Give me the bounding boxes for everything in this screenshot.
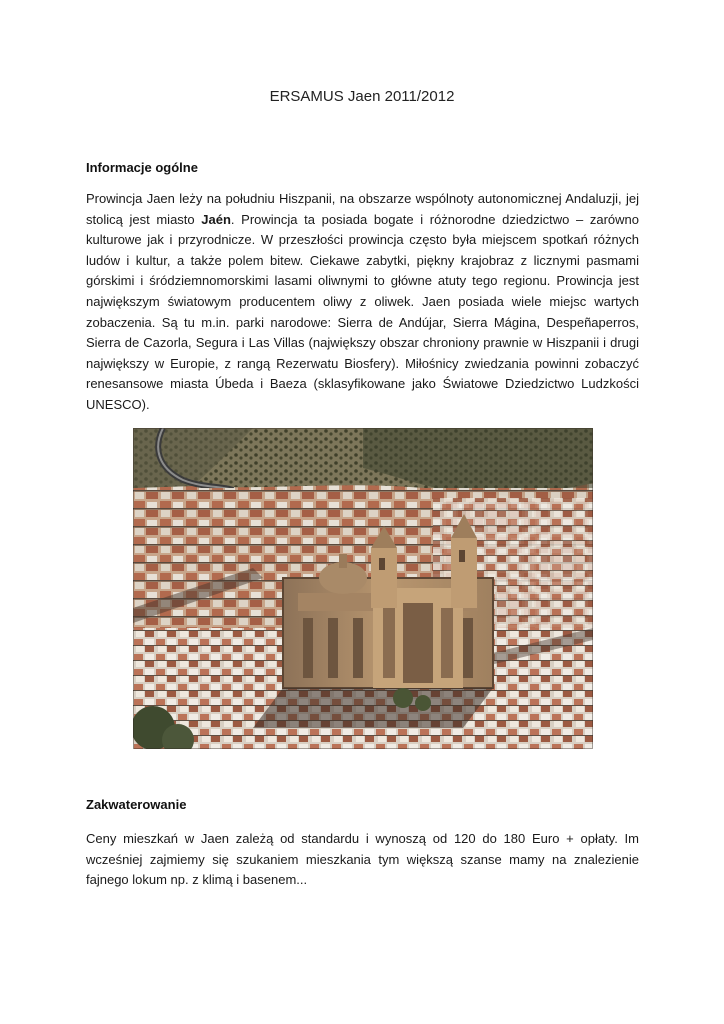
- paragraph-text: Prowincja Jaen leży na południu Hiszpanii, na obszarze wspólnoty autonomicznej Andaluzji, jej stolicą jest miasto: [86, 191, 639, 227]
- section-heading-general-info: Informacje ogólne: [86, 160, 198, 175]
- document-title: ERSAMUS Jaen 2011/2012: [269, 88, 455, 105]
- cathedral-aerial-photo: [133, 428, 593, 749]
- accommodation-paragraph: Ceny mieszkań w Jaen zależą od standardu i wynoszą od 120 do 180 Euro + opłaty. Im wcześniej zajmiemy się szukaniem mieszkania tym większą szanse mamy na znalezienie fajnego lokum np. z klimą i basenem...: [86, 831, 639, 888]
- section-heading-accommodation: Zakwaterowanie: [86, 797, 187, 812]
- general-info-paragraph: [86, 189, 639, 416]
- paragraph-text: . Prowincja ta posiada bogate i różnorodne dziedzictwo – zarówno kulturowe jak i przyrodnicze. W przeszłości prowincja często była miejscem spotkań różnych ludów i kultur, a także polem bitew. Ciekawe zabytki, piękny krajobraz z licznymi pasmami górskimi i śródziemnomorskimi lasami oliwnymi to główne atuty tego regionu. Prowincja jest największym światowym producentem oliwy z oliwek. Jaen posiada wiele miejsc wartych zobaczenia. Są tu m.in. parki narodowe: Sierra de Andújar, Sierra Mágina, Despeñaperros, Sierra de Cazorla, Segura i Las Villas (największy obszar chroniony prawnie w Hiszpanii i drugi największy w Europie, z rangą Rezerwatu Biosfery). Miłośnicy zwiedzania powinni zobaczyć renesansowe miasta Úbeda i Baeza (sklasyfikowane jako Światowe Dziedzictwo Ludzkości UNESCO).: [86, 211, 639, 412]
- city-name-bold: Jaén: [201, 211, 231, 227]
